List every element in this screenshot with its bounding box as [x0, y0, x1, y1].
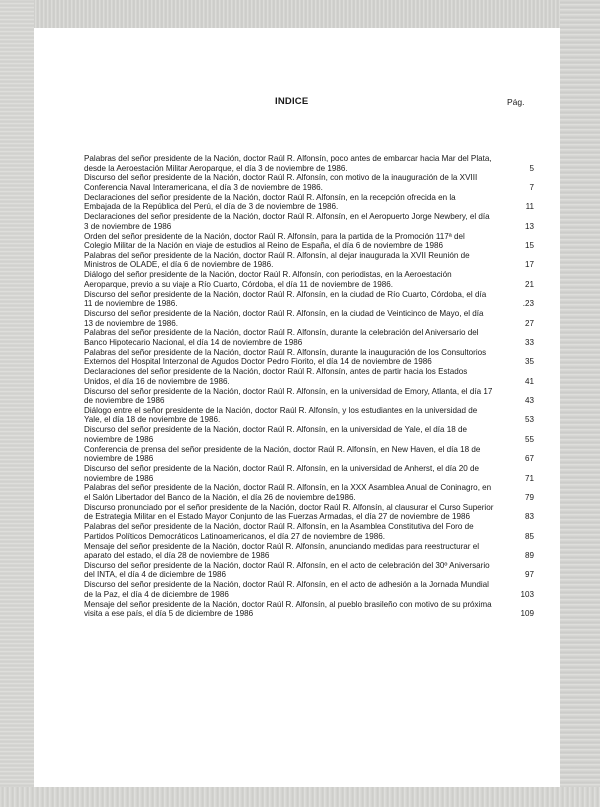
toc-entry-page-number: 109 [520, 609, 534, 619]
toc-entry-title: Palabras del señor presidente de la Nación, doctor Raúl R. Alfonsín, poco antes de embarcar hacia Mar del Plata, desde la Aeroestación Militar Aeroparque, el día 3 de noviembre de 1986. [84, 154, 492, 173]
toc-entry-title: Declaraciones del señor presidente de la Nación, doctor Raúl R. Alfonsín, antes de partir hacia los Estados Unidos, el día 16 de noviembre de 1986. [84, 367, 468, 386]
toc-entry-page-number: 53 [524, 415, 534, 425]
toc-entry [84, 387, 534, 406]
toc-entry-title: Diálogo del señor presidente de la Nación, doctor Raúl R. Alfonsín, con periodistas, en la Aeroestación Aeroparque, previo a su viaje a Río Cuarto, Córdoba, el día 11 de noviembre de 1986. [84, 270, 452, 289]
toc-entry-page-number: 21 [524, 279, 534, 289]
toc-entry-page-number: 85 [524, 531, 534, 541]
toc-entry-title: Discurso del señor presidente de la Nación, doctor Raúl R. Alfonsín, en el acto de celebración del 30º Aniversario del INTA, el día 4 de diciembre de 1986 [84, 560, 490, 580]
toc-entry-page-number: 97 [524, 570, 534, 580]
toc-entry [84, 173, 534, 192]
toc-entry [84, 251, 534, 270]
toc-entry-title: Declaraciones del señor presidente de la Nación, doctor Raúl R. Alfonsín, en la recepción ofrecida en la Embajada de la República del Perú, el día de 3 de noviembre de 1986. [84, 192, 456, 212]
toc-entry-title: Palabras del señor presidente de la Nación, doctor Raúl R. Alfonsín, durante la celebración del Aniversario del Banco Hipotecario Nacional, el día 14 de noviembre de 1986 [84, 328, 479, 347]
toc-entry [84, 328, 534, 347]
toc-entry [84, 348, 534, 367]
toc-entry [84, 522, 534, 541]
toc-entry-page-number: 83 [524, 512, 534, 522]
toc-entry-page-number: 41 [524, 376, 534, 386]
toc-entry-page-number: 55 [524, 434, 534, 444]
table-of-contents [84, 154, 534, 619]
toc-entry [84, 580, 534, 599]
toc-entry [84, 406, 534, 425]
toc-entry-page-number: 13 [524, 221, 534, 231]
toc-entry [84, 154, 534, 173]
toc-entry-page-number: 35 [524, 357, 534, 367]
toc-entry-page-number: 5 [529, 163, 534, 173]
toc-entry-title: Discurso del señor presidente de la Nación, doctor Raúl R. Alfonsín, en la universidad de Emory, Atlanta, el día 17 de noviembre de 1986 [84, 386, 493, 406]
index-heading: INDICE [275, 96, 309, 107]
toc-entry-title: Diálogo entre el señor presidente de la Nación, doctor Raúl R. Alfonsín, y los estudiantes en la universidad de Yale, el día 18 de noviembre de 1986. [84, 405, 478, 425]
toc-entry [84, 270, 534, 289]
toc-entry-title: Conferencia de prensa del señor presidente de la Nación, doctor Raúl R. Alfonsín, en New Haven, el día 18 de noviembre de 1986 [84, 444, 481, 464]
scan-edge-left [0, 0, 34, 807]
toc-entry-page-number: 71 [524, 473, 534, 483]
toc-entry-title: Orden del señor presidente de la Nación, doctor Raúl R. Alfonsín, para la partida de la Promoción 117ª del Colegio Militar de la Nación en viaje de estudios al Reino de España, el día 6 de noviembre de 1986 [84, 231, 465, 251]
toc-entry [84, 464, 534, 483]
toc-entry [84, 445, 534, 464]
toc-entry [84, 542, 534, 561]
toc-entry-page-number: 103 [520, 589, 534, 599]
toc-entry-page-number: 27 [524, 318, 534, 328]
toc-entry-page-number: 11 [525, 202, 534, 212]
toc-entry-page-number: 15 [524, 241, 534, 251]
toc-entry-page-number: .23 [522, 299, 534, 309]
toc-entry [84, 600, 534, 619]
toc-entry-title: Mensaje del señor presidente de la Nación, doctor Raúl R. Alfonsín, al pueblo brasileño con motivo de su próxima visita a ese país, el día 5 de diciembre de 1986 [84, 599, 492, 619]
toc-entry [84, 290, 534, 309]
toc-entry [84, 561, 534, 580]
toc-entry-title: Discurso del señor presidente de la Nación, doctor Raúl R. Alfonsín, con motivo de la inauguración de la XVIII Conferencia Naval Interamericana, el día 3 de noviembre de 1986. [84, 173, 478, 192]
toc-entry-page-number: 79 [524, 492, 534, 502]
toc-entry-page-number: 7 [529, 182, 534, 192]
toc-entry-page-number: 89 [524, 551, 534, 561]
toc-entry-title: Discurso del señor presidente de la Nación, doctor Raúl R. Alfonsín, en la universidad de Anherst, el día 20 de noviembre de 1986 [84, 464, 480, 483]
scan-edge-bottom [0, 787, 600, 807]
toc-entry-title: Discurso del señor presidente de la Nación, doctor Raúl R. Alfonsín, en la ciudad de Río Cuarto, Córdoba, el día 11 de noviembre de 1986. [84, 289, 487, 309]
toc-entry-title: Mensaje del señor presidente de la Nación, doctor Raúl R. Alfonsín, anunciando medidas para reestructurar el aparato del estado, el día 28 de noviembre de 1986 [84, 541, 480, 561]
toc-entry [84, 367, 534, 386]
scan-edge-top [0, 0, 600, 28]
toc-entry-title: Discurso del señor presidente de la Nación, doctor Raúl R. Alfonsín, en el acto de adhesión a la Jornada Mundial de la Paz, el día 4 de diciembre de 1986 [84, 580, 489, 599]
toc-entry [84, 425, 534, 444]
toc-entry [84, 212, 534, 231]
toc-entry-title: Discurso del señor presidente de la Nación, doctor Raúl R. Alfonsín, en la ciudad de Veinticinco de Mayo, el día 13 de noviembre de 1986. [84, 309, 484, 328]
toc-entry-title: Palabras del señor presidente de la Nación, doctor Raúl R. Alfonsín, al dejar inaugurada la XVII Reunión de Ministros de OLADE, el día 6 de noviembre de 1986. [84, 250, 470, 270]
toc-entry [84, 309, 534, 328]
toc-entry-title: Declaraciones del señor presidente de la Nación, doctor Raúl R. Alfonsín, en el Aeropuerto Jorge Newbery, el día 3 de noviembre de 1986 [84, 212, 490, 231]
scan-edge-right [560, 0, 600, 807]
toc-entry-page-number: 43 [524, 396, 534, 406]
page-column-label: Pág. [507, 97, 525, 107]
toc-entry-page-number: 67 [524, 454, 534, 464]
toc-entry-title: Palabras del señor presidente de la Nación, doctor Raúl R. Alfonsín, en la XXX Asamblea Anual de Coninagro, en el Salón Libertador del Banco de la Nación, el día 26 de noviembre de1986. [84, 483, 492, 502]
toc-entry [84, 503, 534, 522]
toc-entry-title: Palabras del señor presidente de la Nación, doctor Raúl R. Alfonsín, en la Asamblea Constitutiva del Foro de Partidos Políticos Democráticos Latinoamericanos, el día 27 de noviembre de 1986. [84, 522, 474, 541]
toc-entry-title: Palabras del señor presidente de la Nación, doctor Raúl R. Alfonsín, durante la inauguración de los Consultorios Externos del Hospital Interzonal de Agudos Doctor Pedro Fiorito, el día 14 de noviembre de 1986 [84, 347, 487, 367]
toc-entry-title: Discurso pronunciado por el señor presidente de la Nación, doctor Raúl R. Alfonsín, al clausurar el Curso Superior de Estrategia Militar en el Estado Mayor Conjunto de las Fuerzas Armadas, el día 27 de noviembre de 1986 [84, 502, 494, 522]
toc-entry [84, 483, 534, 502]
toc-entry [84, 232, 534, 251]
toc-entry-title: Discurso del señor presidente de la Nación, doctor Raúl R. Alfonsín, en la universidad de Yale, el día 18 de noviembre de 1986 [84, 425, 468, 444]
toc-entry-page-number: 17 [524, 260, 534, 270]
toc-entry-page-number: 33 [524, 337, 534, 347]
toc-entry [84, 193, 534, 212]
